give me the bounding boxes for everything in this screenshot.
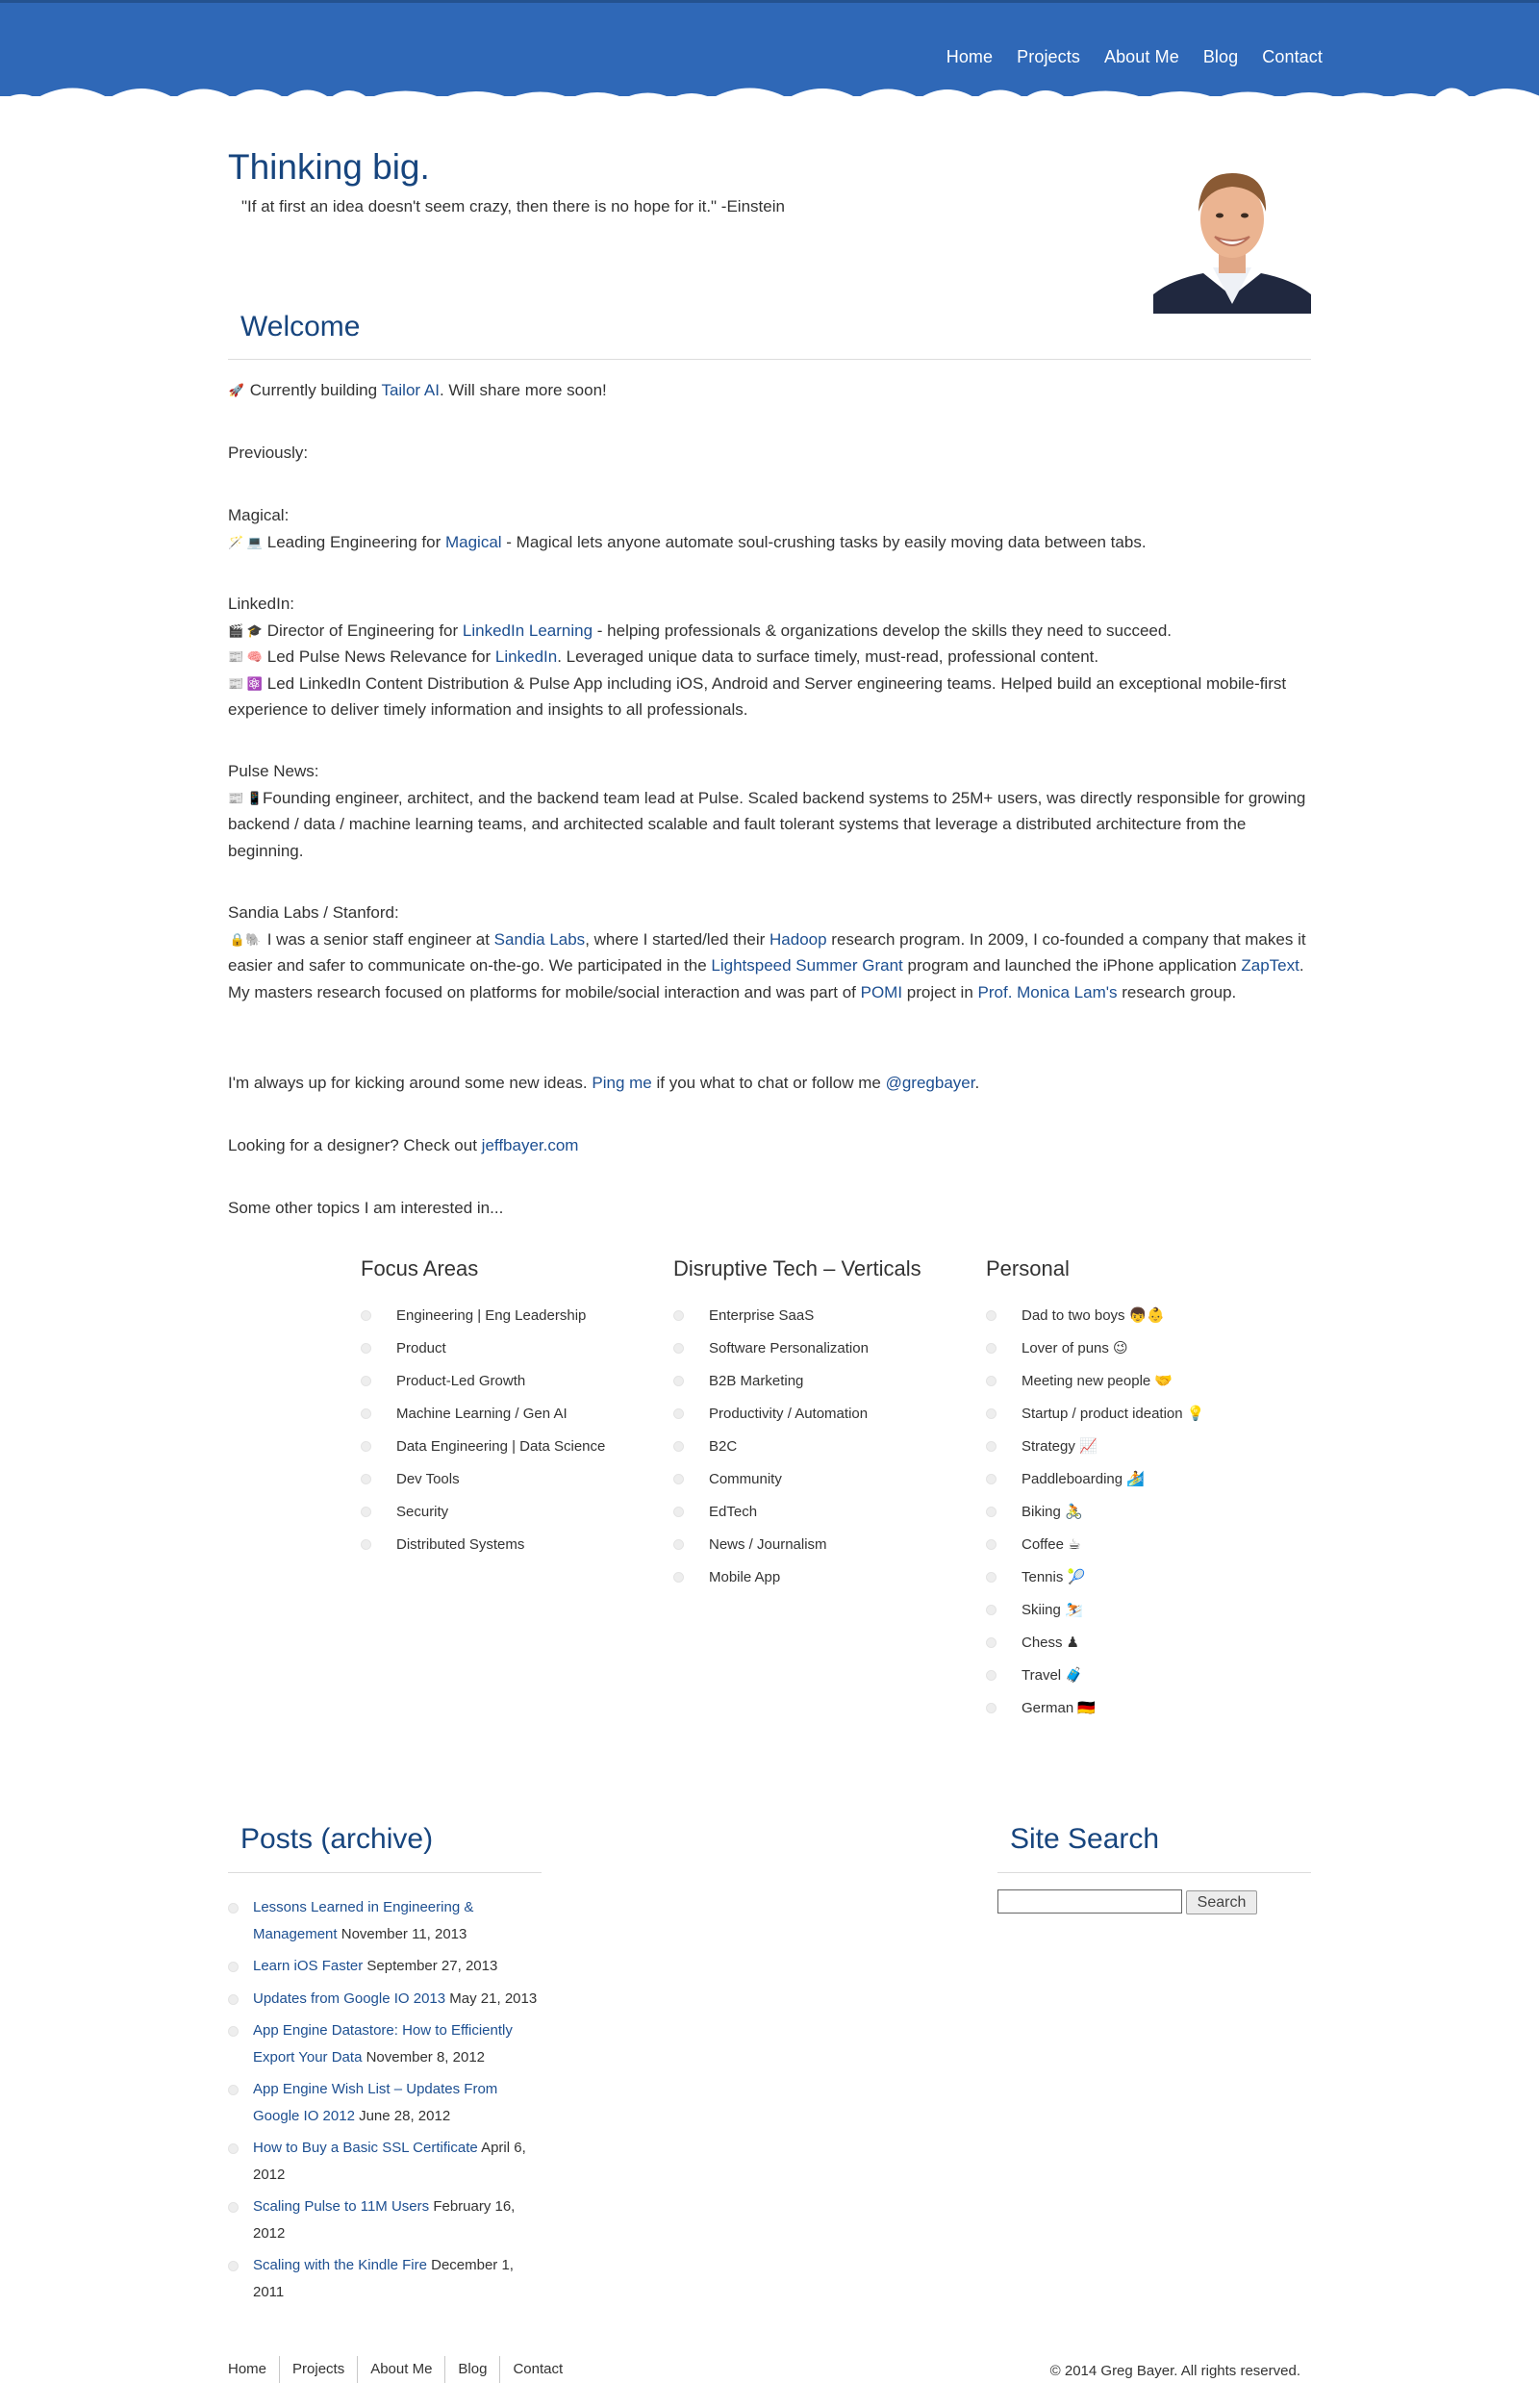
news-phone-icon: 📰 📱 [228, 790, 263, 805]
bullet-icon [228, 1962, 239, 1972]
bullet-icon [228, 2261, 239, 2271]
profile-photo [1153, 152, 1311, 314]
bullet-icon [361, 1474, 371, 1484]
list-item: Enterprise SaaS [673, 1300, 869, 1332]
linkedin-section [228, 591, 1311, 723]
list-item: Chess ♟ [986, 1627, 1204, 1660]
jeffbayer-link[interactable]: jeffbayer.com [481, 1136, 579, 1154]
contact-line: I'm always up for kicking around some new ideas. Ping me if you what to chat or follow me @gregbayer. [228, 1074, 980, 1092]
pomi-link[interactable]: POMI [860, 982, 903, 1001]
lock-elephant-icon: 🔒🐘 [229, 931, 262, 947]
pulse-heading: Pulse News: [228, 762, 319, 780]
disruptive-tech-heading: Disruptive Tech – Verticals [673, 1256, 921, 1280]
footer-contact[interactable]: Contact [499, 2356, 575, 2383]
current-project: 🚀 Currently building Tailor AI. Will share more soon! [228, 377, 1311, 404]
bullet-icon [986, 1637, 997, 1648]
bullet-icon [673, 1572, 684, 1583]
list-item: B2C [673, 1431, 869, 1463]
search-input[interactable] [997, 1889, 1182, 1914]
list-item: German 🇩🇪 [986, 1692, 1204, 1725]
rocket-icon: 🚀 [228, 383, 245, 397]
list-item: Product [361, 1332, 605, 1365]
search-divider [997, 1872, 1311, 1873]
search-button[interactable]: Search [1186, 1890, 1257, 1914]
ping-me-link[interactable]: Ping me [592, 1074, 652, 1092]
post-link[interactable]: Lessons Learned in Engineering & Management [253, 1899, 474, 1942]
post-link[interactable]: Scaling with the Kindle Fire [253, 2257, 427, 2273]
bullet-icon [361, 1539, 371, 1550]
post-link[interactable]: Scaling Pulse to 11M Users [253, 2198, 430, 2215]
topics-intro: Some other topics I am interested in... [228, 1199, 504, 1217]
bullet-icon [673, 1408, 684, 1419]
focus-areas-heading: Focus Areas [361, 1256, 479, 1280]
bullet-icon [986, 1605, 997, 1615]
site-search-heading: Site Search [1010, 1823, 1160, 1855]
film-grad-icon: 🎬 🎓 [228, 622, 263, 638]
bullet-icon [228, 2202, 239, 2213]
footer-about-me[interactable]: About Me [357, 2356, 444, 2383]
post-item: App Engine Datastore: How to Efficiently Export Your Data November 8, 2012 [228, 2017, 545, 2070]
nav-contact[interactable]: Contact [1262, 47, 1323, 66]
post-item: Learn iOS Faster September 27, 2013 [228, 1953, 545, 1980]
bullet-icon [986, 1310, 997, 1321]
list-item: Productivity / Automation [673, 1398, 869, 1431]
bullet-icon [986, 1441, 997, 1452]
list-item: EdTech [673, 1496, 869, 1529]
copyright: © 2014 Greg Bayer. All rights reserved. [1049, 2363, 1300, 2379]
tailor-ai-link[interactable]: Tailor AI [381, 381, 440, 399]
footer-blog[interactable]: Blog [444, 2356, 499, 2383]
twitter-link[interactable]: @gregbayer [885, 1074, 975, 1092]
posts-divider [228, 1872, 542, 1873]
bullet-icon [673, 1507, 684, 1517]
zaptext-link[interactable]: ZapText [1241, 956, 1299, 975]
list-item: Lover of puns 😉 [986, 1332, 1204, 1365]
list-item: Tennis 🎾 [986, 1561, 1204, 1594]
news-brain-icon: 📰 🧠 [228, 649, 263, 664]
wand-laptop-icon: 🪄 💻 [228, 534, 263, 549]
list-item: Skiing ⛷️ [986, 1594, 1204, 1627]
post-link[interactable]: App Engine Datastore: How to Efficiently Export Your Data [253, 2022, 513, 2066]
bullet-icon [673, 1343, 684, 1354]
bullet-icon [986, 1474, 997, 1484]
list-item: Engineering | Eng Leadership [361, 1300, 605, 1332]
bullet-icon [228, 2143, 239, 2154]
bullet-icon [361, 1310, 371, 1321]
posts-heading: Posts (archive) [240, 1823, 434, 1855]
post-link[interactable]: App Engine Wish List – Updates From Google IO 2012 [253, 2081, 498, 2124]
post-link[interactable]: Learn iOS Faster [253, 1958, 364, 1974]
disruptive-tech-list [673, 1300, 869, 1594]
list-item: Data Engineering | Data Science [361, 1431, 605, 1463]
bullet-icon [986, 1670, 997, 1681]
post-link[interactable]: How to Buy a Basic SSL Certificate [253, 2140, 478, 2156]
footer-nav [228, 2356, 575, 2383]
list-item: Dev Tools [361, 1463, 605, 1496]
list-item: Dad to two boys 👦👶 [986, 1300, 1204, 1332]
main-nav [946, 47, 1323, 67]
tagline-quote: "If at first an idea doesn't seem crazy, then there is no hope for it." -Einstein [241, 197, 785, 215]
linkedin-item: 📰 ⚛️ Led LinkedIn Content Distribution & Pulse App including iOS, Android and Server engineering teams. Helped build an exceptional mobile-first experience to deliver timely information and insights to all professionals. [228, 671, 1311, 723]
list-item: Product-Led Growth [361, 1365, 605, 1398]
list-item: B2B Marketing [673, 1365, 869, 1398]
list-item: Distributed Systems [361, 1529, 605, 1561]
nav-blog[interactable]: Blog [1202, 47, 1239, 66]
bullet-icon [986, 1572, 997, 1583]
bullet-icon [986, 1376, 997, 1386]
nav-about-me[interactable]: About Me [1103, 47, 1179, 66]
footer-home[interactable]: Home [228, 2361, 267, 2377]
bullet-icon [986, 1343, 997, 1354]
list-item: News / Journalism [673, 1529, 869, 1561]
site-header [0, 0, 1539, 125]
post-item: Scaling with the Kindle Fire December 1, 2011 [228, 2252, 545, 2305]
post-item: App Engine Wish List – Updates From Google IO 2012 June 28, 2012 [228, 2076, 545, 2129]
monica-lam-link[interactable]: Prof. Monica Lam's [977, 982, 1118, 1001]
bullet-icon [361, 1408, 371, 1419]
nav-home[interactable]: Home [946, 47, 994, 66]
bullet-icon [673, 1539, 684, 1550]
bullet-icon [986, 1507, 997, 1517]
linkedin-heading: LinkedIn: [228, 595, 294, 613]
welcome-heading: Welcome [240, 311, 361, 342]
footer-projects[interactable]: Projects [279, 2356, 357, 2383]
bullet-icon [673, 1474, 684, 1484]
list-item: Biking 🚴 [986, 1496, 1204, 1529]
bullet-icon [673, 1310, 684, 1321]
bullet-icon [228, 2085, 239, 2095]
post-item: How to Buy a Basic SSL Certificate April 6, 2012 [228, 2135, 545, 2188]
welcome-divider [228, 359, 1311, 360]
linkedin-link[interactable]: LinkedIn [494, 647, 558, 666]
magical-link[interactable]: Magical [444, 532, 502, 551]
previously-label: Previously: [228, 444, 309, 462]
hadoop-link[interactable]: Hadoop [770, 929, 827, 949]
bullet-icon [361, 1376, 371, 1386]
sandia-section: Sandia Labs / Stanford: 🔒🐘 I was a senior staff engineer at Sandia Labs, where I started/led their Hadoop research program. In 2009, I co-founded a company that makes it easier and safer to communicate on-the-go. We participated in the Lightspeed Summer Grant program and launched the iPhone application ZapText. My masters research focused on platforms for mobile/social interaction and was part of POMI project in Prof. Monica Lam's research group. [228, 900, 1311, 1005]
sandia-heading: Sandia Labs / Stanford: [228, 903, 399, 922]
bullet-icon [986, 1539, 997, 1550]
post-link[interactable]: Updates from Google IO 2013 [253, 1990, 446, 2007]
bullet-icon [673, 1441, 684, 1452]
magical-section: Magical: 🪄 💻 Leading Engineering for Magical - Magical lets anyone automate soul-crushing tasks by easily moving data between tabs. [228, 502, 1311, 555]
bullet-icon [361, 1507, 371, 1517]
post-item: Lessons Learned in Engineering & Management November 11, 2013 [228, 1894, 545, 1947]
list-item: Travel 🧳 [986, 1660, 1204, 1692]
bullet-icon [228, 2026, 239, 2037]
cloud-border [0, 81, 1539, 125]
magical-heading: Magical: [228, 506, 290, 524]
sandia-labs-link[interactable]: Sandia Labs [493, 929, 586, 949]
nav-projects[interactable]: Projects [1017, 47, 1080, 66]
linkedin-learning-link[interactable]: LinkedIn Learning [462, 621, 593, 640]
focus-areas-list [361, 1300, 605, 1561]
bullet-icon [673, 1376, 684, 1386]
bullet-icon [986, 1408, 997, 1419]
list-item: Mobile App [673, 1561, 869, 1594]
list-item: Security [361, 1496, 605, 1529]
linkedin-item: 📰 🧠 Led Pulse News Relevance for LinkedIn. Leveraged unique data to surface timely, must-read, professional content. [228, 644, 1311, 671]
news-atom-icon: 📰 ⚛️ [228, 675, 263, 691]
list-item: Software Personalization [673, 1332, 869, 1365]
pulse-section: Pulse News: 📰 📱Founding engineer, architect, and the backend team lead at Pulse. Scaled backend systems to 25M+ users, was directly responsible for growing backend / data / machine learning teams, and architected scalable and fault tolerant systems that leverage a distributed architecture from the beginning. [228, 758, 1311, 864]
posts-list [228, 1894, 545, 2311]
personal-list [986, 1300, 1204, 1725]
bullet-icon [228, 1903, 239, 1914]
list-item: Strategy 📈 [986, 1431, 1204, 1463]
list-item: Startup / product ideation 💡 [986, 1398, 1204, 1431]
site-title: Thinking big. [228, 147, 430, 187]
post-item: Scaling Pulse to 11M Users February 16, 2012 [228, 2193, 545, 2246]
personal-heading: Personal [986, 1256, 1070, 1280]
post-item: Updates from Google IO 2013 May 21, 2013 [228, 1986, 545, 2013]
list-item: Coffee ☕ [986, 1529, 1204, 1561]
list-item: Community [673, 1463, 869, 1496]
bullet-icon [986, 1703, 997, 1713]
list-item: Meeting new people 🤝 [986, 1365, 1204, 1398]
bullet-icon [361, 1441, 371, 1452]
list-item: Machine Learning / Gen AI [361, 1398, 605, 1431]
bullet-icon [228, 1994, 239, 2005]
lightspeed-link[interactable]: Lightspeed Summer Grant [711, 956, 903, 975]
list-item: Paddleboarding 🏄 [986, 1463, 1204, 1496]
bullet-icon [361, 1343, 371, 1354]
designer-line: Looking for a designer? Check out jeffbayer.com [228, 1136, 579, 1154]
linkedin-item: 🎬 🎓 Director of Engineering for LinkedIn Learning - helping professionals & organizations develop the skills they need to succeed. [228, 618, 1311, 645]
